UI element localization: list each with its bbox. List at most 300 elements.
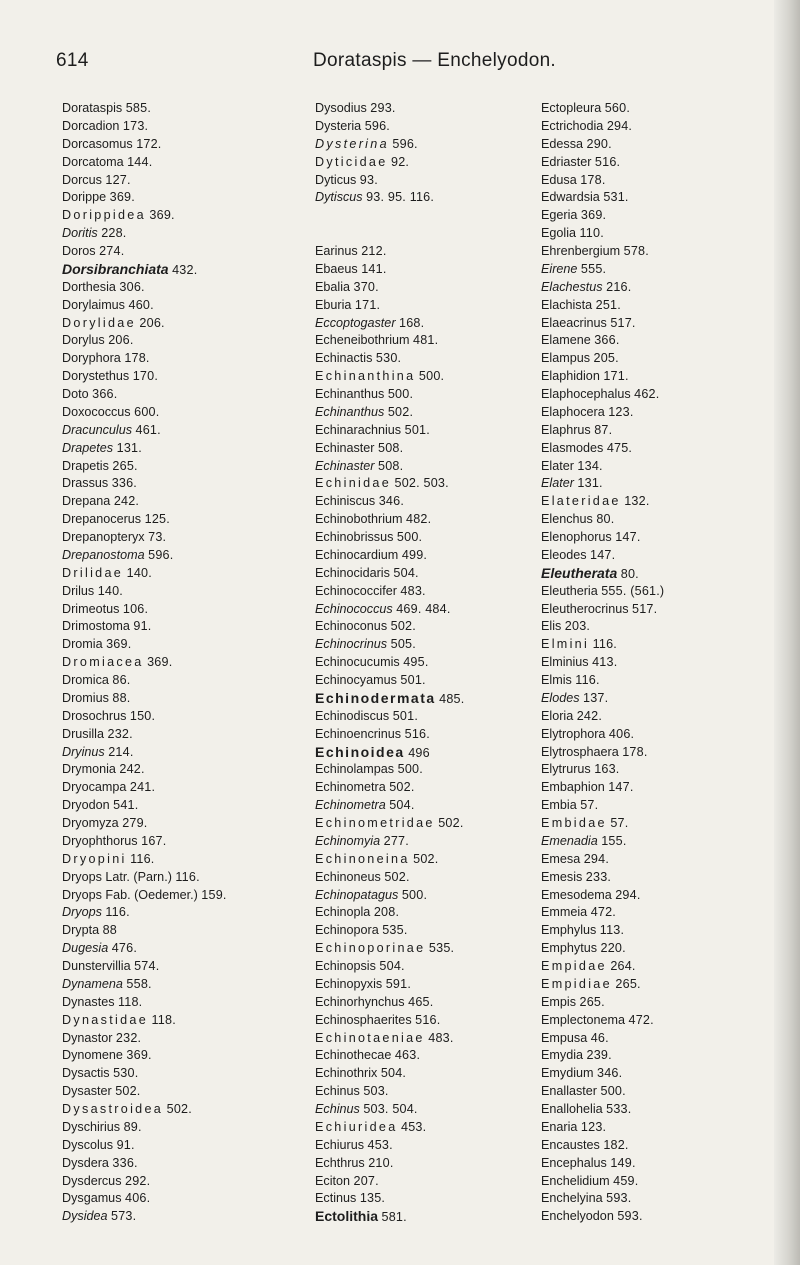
entry-name: Drapetes: [62, 440, 114, 455]
entry-page: 57.: [610, 816, 629, 830]
entry-name: Dorcasomus: [62, 136, 133, 151]
entry-name: Echinobrissus: [315, 530, 394, 544]
entry-name: Dorylaimus: [62, 297, 125, 312]
index-entry: [541, 618, 766, 636]
index-entry: [315, 940, 540, 958]
entry-name: Emydium: [541, 1066, 594, 1081]
index-entry: [541, 529, 766, 547]
entry-page: 242.: [576, 708, 603, 723]
entry-name: Eirene: [541, 261, 578, 276]
entry-name: Elminius: [541, 655, 589, 670]
index-entry: [541, 1173, 766, 1191]
entry-name: Dorcatoma: [62, 154, 124, 169]
index-entry: [541, 708, 766, 726]
index-entry: [541, 261, 766, 279]
entry-page: 251.: [595, 297, 621, 312]
entry-name: Ebalia: [315, 279, 351, 294]
index-entry: [315, 172, 540, 190]
entry-name: Elater: [541, 458, 574, 473]
index-entry: [62, 779, 287, 797]
index-entry: [541, 100, 766, 118]
entry-name: Doros: [62, 244, 96, 258]
entry-name: Dynomene: [62, 1048, 123, 1063]
entry-name: Dorystethus: [62, 369, 130, 384]
index-entry: [541, 1083, 766, 1101]
index-entry: [541, 976, 766, 994]
entry-page: 116.: [130, 851, 155, 866]
entry-name: Echeneibothrium: [315, 333, 410, 348]
entry-name: Echinoporinae: [315, 941, 426, 956]
entry-name: Echinoneina: [315, 851, 410, 866]
entry-name: Enchelidium: [541, 1173, 610, 1188]
entry-name: Elateridae: [541, 494, 621, 509]
entry-name: Doryphora: [62, 351, 121, 366]
index-entry: [62, 761, 287, 779]
index-entry: [62, 1208, 287, 1226]
entry-page: 346.: [596, 1066, 623, 1081]
index-entry: [315, 1137, 540, 1155]
index-entry: [315, 904, 540, 922]
entry-page: 585.: [125, 101, 152, 115]
entry-page: 155.: [601, 833, 627, 848]
entry-page: 530.: [375, 351, 402, 366]
entry-name: Doritis: [62, 226, 98, 241]
index-entry: [541, 136, 766, 154]
index-entry: [315, 851, 540, 869]
index-entry: [315, 565, 540, 583]
entry-name: Echinus: [315, 1102, 360, 1116]
entry-page: 461.: [135, 422, 161, 437]
entry-page: 432.: [172, 262, 198, 277]
entry-page: 290.: [586, 136, 612, 151]
entry-name: Dryinus: [62, 744, 105, 759]
entry-name: Drepanocerus: [62, 512, 142, 527]
index-entry: [541, 1012, 766, 1030]
entry-page: 228.: [101, 226, 127, 241]
index-entry: [62, 797, 287, 815]
entry-page: 472.: [590, 905, 616, 920]
entry-name: Echinometra: [315, 780, 386, 795]
entry-name: Echiurus: [315, 1137, 364, 1152]
entry-page: 500.: [418, 369, 445, 384]
index-entry: [62, 976, 287, 994]
entry-page: 123.: [580, 1119, 607, 1134]
entry-page: 137.: [583, 690, 609, 705]
index-entry: [541, 279, 766, 297]
entry-name: Echinactis: [315, 351, 373, 366]
entry-page: 502.: [166, 1102, 192, 1116]
entry-page: 413.: [592, 655, 618, 670]
index-entry: [541, 207, 766, 225]
entry-page: 475.: [606, 440, 633, 455]
page-number: 614: [56, 50, 89, 71]
entry-page: 472.: [628, 1012, 654, 1027]
entry-page: 573.: [111, 1209, 137, 1224]
entry-page: 508.: [378, 458, 404, 473]
entry-page: 406.: [608, 726, 635, 741]
entry-name: Emydia: [541, 1048, 583, 1063]
entry-name: Dyticus: [315, 172, 357, 187]
entry-name: Elenchus: [541, 512, 593, 527]
entry-name: Empusa: [541, 1030, 588, 1045]
entry-page: 502.: [384, 869, 410, 884]
index-entry: [541, 726, 766, 744]
entry-page: 336.: [111, 476, 137, 491]
index-entry: [541, 404, 766, 422]
entry-name: Dysteria: [315, 118, 362, 133]
entry-name: Dorylus: [62, 333, 105, 348]
entry-page: 462.: [634, 387, 660, 401]
entry-name: Echinoencrinus: [315, 726, 402, 741]
entry-page: 203.: [564, 619, 591, 634]
entry-name: Eleodes: [541, 547, 587, 562]
entry-page: 178.: [124, 351, 150, 366]
index-entry: [315, 1155, 540, 1173]
entry-name: Dyscolus: [62, 1137, 114, 1152]
entry-page: 140.: [97, 583, 123, 598]
index-entry: [315, 869, 540, 887]
index-entry: [541, 744, 766, 762]
entry-page: 459.: [613, 1173, 639, 1188]
index-entry: [62, 690, 287, 708]
entry-name: Echinothrix: [315, 1066, 378, 1081]
entry-name: Edwardsia: [541, 190, 600, 205]
index-entry: [62, 529, 287, 547]
entry-page: 147.: [608, 780, 634, 795]
entry-name: Dysdercus: [62, 1173, 122, 1188]
entry-page: 214.: [108, 744, 134, 759]
index-entry: [541, 833, 766, 851]
index-entry: [541, 851, 766, 869]
entry-page: 163.: [594, 762, 620, 777]
index-column-2: [315, 100, 540, 1226]
entry-page: 171.: [354, 297, 381, 312]
index-entry: [541, 422, 766, 440]
entry-name: Echinolampas: [315, 762, 395, 777]
index-entry: [62, 1190, 287, 1208]
entry-page: 242.: [119, 762, 145, 777]
entry-page: 508.: [378, 440, 404, 455]
index-entry: [541, 994, 766, 1012]
entry-page: 265.: [615, 976, 641, 991]
index-entry: [315, 922, 540, 940]
entry-name: Dynastor: [62, 1030, 113, 1045]
entry-name: Echinopyxis: [315, 976, 383, 991]
index-entry: [62, 189, 287, 207]
index-entry: [62, 207, 287, 225]
entry-name: Dysterina: [315, 136, 389, 151]
entry-page: 89.: [123, 1119, 142, 1134]
entry-page: 116.: [592, 637, 617, 652]
entry-page: 265.: [112, 458, 138, 473]
entry-page: 149.: [610, 1155, 636, 1170]
entry-page: 292.: [125, 1173, 151, 1188]
entry-name: Edriaster: [541, 154, 592, 169]
entry-page: 505.: [390, 637, 416, 652]
entry-name: Eloria: [541, 708, 574, 723]
entry-name: Dysactis: [62, 1066, 110, 1081]
entry-name: Dysdera: [62, 1155, 109, 1170]
entry-page: 132.: [624, 494, 650, 509]
entry-name: Elachestus: [541, 279, 603, 294]
index-entry: [62, 726, 287, 744]
entry-page: 336.: [112, 1155, 138, 1170]
index-entry: [315, 225, 540, 243]
index-entry: [62, 475, 287, 493]
page-edge-shadow: [774, 0, 800, 1265]
entry-name: Empis: [541, 994, 576, 1009]
index-entry: [315, 708, 540, 726]
index-entry: [315, 100, 540, 118]
entry-page: 516.: [404, 726, 430, 741]
entry-name: Elaeacrinus: [541, 315, 607, 330]
entry-page: 495.: [403, 655, 429, 670]
entry-page: 453.: [367, 1137, 393, 1152]
index-entry: [315, 815, 540, 833]
entry-page: 131.: [577, 476, 603, 491]
entry-page: 279.: [122, 816, 148, 830]
entry-name: Emplectonema: [541, 1012, 625, 1027]
running-title: Dorataspis — Enchelyodon.: [313, 50, 557, 71]
index-entry: [62, 815, 287, 833]
entry-name: Echinometra: [315, 798, 386, 813]
entry-page: 293.: [370, 101, 396, 115]
entry-name: Drosochrus: [62, 708, 127, 723]
index-entry: [62, 315, 287, 333]
entry-name: Echinocucumis: [315, 655, 400, 670]
entry-name: Ehrenbergium: [541, 244, 621, 258]
index-entry: [315, 475, 540, 493]
entry-page: 216.: [606, 279, 632, 294]
entry-page: 206.: [139, 315, 165, 330]
index-entry: [62, 297, 287, 315]
entry-page: 502.: [115, 1084, 141, 1099]
entry-page: 574.: [134, 959, 160, 973]
entry-page: 453.: [401, 1119, 427, 1134]
entry-name: Echiuridea: [315, 1119, 398, 1134]
entry-name: Echinodiscus: [315, 708, 390, 723]
entry-name: Dysastroidea: [62, 1102, 164, 1116]
entry-name: Dorthesia: [62, 279, 116, 294]
entry-page: 46.: [590, 1030, 609, 1045]
index-entry: [62, 100, 287, 118]
page-header: [56, 50, 746, 80]
entry-page: 265.: [579, 994, 605, 1009]
entry-name: Echinoidea: [315, 743, 405, 760]
entry-page: 147.: [590, 547, 616, 562]
entry-page: 485.: [439, 691, 465, 706]
entry-page: 483.: [400, 583, 426, 598]
entry-name: Egeria: [541, 208, 578, 223]
index-entry: [62, 279, 287, 297]
entry-name: Ebaeus: [315, 261, 358, 276]
entry-name: Drimeotus: [62, 601, 120, 616]
entry-name: Dryophthorus: [62, 833, 138, 848]
entry-name: Encephalus: [541, 1155, 607, 1170]
entry-name: Empidae: [541, 959, 607, 973]
entry-page: 274.: [99, 244, 125, 258]
entry-name: Dynastidae: [62, 1012, 149, 1027]
index-entry: [541, 1030, 766, 1048]
entry-name: Elytrosphaera: [541, 744, 619, 759]
entry-page: 346.: [378, 494, 405, 509]
entry-page: 91.: [133, 619, 152, 634]
entry-page: 144.: [127, 154, 153, 169]
entry-page: 535.: [382, 923, 408, 938]
entry-page: 596.: [148, 547, 174, 562]
entry-page: 502. 503.: [394, 476, 449, 491]
index-entry: [315, 511, 540, 529]
index-entry: [541, 922, 766, 940]
entry-page: 369.: [147, 655, 173, 670]
index-entry: [315, 761, 540, 779]
entry-page: 503. 504.: [363, 1102, 418, 1116]
entry-name: Echinothecae: [315, 1048, 392, 1063]
entry-page: 502.: [389, 780, 415, 795]
entry-name: Dunstervillia: [62, 959, 131, 973]
entry-page: 581.: [381, 1210, 407, 1225]
index-entry: [541, 779, 766, 797]
index-entry: [541, 243, 766, 261]
entry-page: 210.: [368, 1155, 394, 1170]
entry-name: Drypta: [62, 923, 100, 938]
entry-name: Drepanopteryx: [62, 530, 145, 544]
entry-page: 87.: [594, 422, 613, 437]
entry-page: 167.: [141, 833, 167, 848]
entry-page: 366.: [92, 387, 118, 401]
index-entry: [62, 1047, 287, 1065]
entry-page: 106.: [122, 601, 149, 616]
index-entry: [315, 422, 540, 440]
index-entry: [315, 279, 540, 297]
entry-page: 500.: [600, 1084, 626, 1099]
index-entry: [541, 672, 766, 690]
entry-name: Elachista: [541, 297, 593, 312]
index-entry: [541, 1119, 766, 1137]
index-entry: [62, 225, 287, 243]
entry-page: 92.: [391, 154, 410, 169]
index-entry: [315, 994, 540, 1012]
entry-page: 500.: [397, 762, 423, 777]
entry-name: Elaphrus: [541, 422, 591, 437]
index-entry: [541, 1208, 766, 1226]
entry-page: 93.: [359, 172, 378, 187]
index-entry: [62, 1173, 287, 1191]
index-entry: [541, 887, 766, 905]
entry-page: 123.: [608, 404, 634, 419]
index-column-1: [62, 100, 287, 1226]
entry-name: Dynastes: [62, 994, 115, 1009]
entry-page: 140.: [126, 565, 152, 580]
entry-name: Enallohelia: [541, 1102, 603, 1116]
entry-page: 596.: [392, 136, 418, 151]
entry-name: Echinanthus: [315, 387, 385, 401]
index-entry: [315, 529, 540, 547]
entry-name: Dysgamus: [62, 1191, 122, 1206]
entry-name: Elytrophora: [541, 726, 606, 741]
entry-name: Drepanostoma: [62, 547, 145, 562]
index-entry: [62, 583, 287, 601]
entry-name: Elaphidion: [541, 369, 600, 384]
entry-name: Dromia: [62, 637, 103, 652]
entry-name: Dromiacea: [62, 655, 144, 670]
entry-name: Dryops Fab. (Oedemer.): [62, 887, 198, 902]
entry-page: 502.: [390, 619, 416, 634]
index-entry: [62, 565, 287, 583]
entry-page: 294.: [615, 887, 641, 902]
entry-name: Ectrichodia: [541, 118, 604, 133]
index-entry: [315, 1208, 540, 1226]
index-entry: [541, 315, 766, 333]
entry-name: Echinocyamus: [315, 673, 397, 687]
entry-page: 593.: [617, 1209, 643, 1224]
index-entry: [541, 332, 766, 350]
index-entry: [315, 779, 540, 797]
index-entry: [62, 922, 287, 940]
index-entry: [541, 761, 766, 779]
index-entry: [541, 940, 766, 958]
index-entry: [62, 994, 287, 1012]
entry-page: 504.: [379, 959, 405, 973]
index-entry: [62, 887, 287, 905]
entry-page: 516.: [594, 154, 621, 169]
index-entry: [315, 350, 540, 368]
entry-name: Drilidae: [62, 565, 124, 580]
index-entry: [541, 189, 766, 207]
index-entry: [541, 368, 766, 386]
entry-page: 208.: [373, 905, 400, 920]
index-entry: [62, 744, 287, 762]
entry-name: Dyticidae: [315, 154, 388, 169]
entry-name: Echinidae: [315, 476, 392, 491]
entry-page: 178.: [622, 744, 648, 759]
entry-page: 369.: [106, 637, 132, 652]
index-entry: [541, 1155, 766, 1173]
entry-page: 503.: [363, 1084, 389, 1099]
entry-name: Dorcus: [62, 172, 102, 187]
entry-page: 481.: [413, 333, 439, 348]
entry-name: Emenadia: [541, 833, 598, 848]
entry-name: Dorataspis: [62, 101, 123, 115]
entry-name: Dryomyza: [62, 816, 119, 830]
entry-page: 294.: [583, 851, 610, 866]
entry-page: 593.: [606, 1191, 632, 1206]
entry-page: 127.: [105, 172, 131, 187]
entry-name: Eburia: [315, 297, 352, 312]
entry-page: 517.: [610, 315, 636, 330]
entry-name: Emmeia: [541, 905, 588, 920]
entry-page: 88.: [112, 690, 131, 705]
index-entry: [315, 1065, 540, 1083]
entry-page: 555.: [580, 261, 607, 276]
entry-name: Dysaster: [62, 1084, 112, 1099]
index-entry: [62, 940, 287, 958]
entry-page: 499.: [401, 547, 428, 562]
entry-name: Drymonia: [62, 762, 116, 777]
entry-name: Elytrurus: [541, 762, 591, 777]
index-entry: [62, 1155, 287, 1173]
entry-page: 504.: [393, 565, 419, 580]
entry-page: 369.: [580, 208, 607, 223]
entry-name: Dromius: [62, 690, 109, 705]
entry-page: 533.: [606, 1102, 632, 1116]
entry-page: 135.: [359, 1191, 386, 1206]
index-entry: [541, 1065, 766, 1083]
entry-page: 93. 95. 116.: [366, 190, 435, 205]
entry-page: 171.: [603, 369, 629, 384]
entry-page: 264.: [610, 959, 636, 973]
index-entry: [62, 493, 287, 511]
